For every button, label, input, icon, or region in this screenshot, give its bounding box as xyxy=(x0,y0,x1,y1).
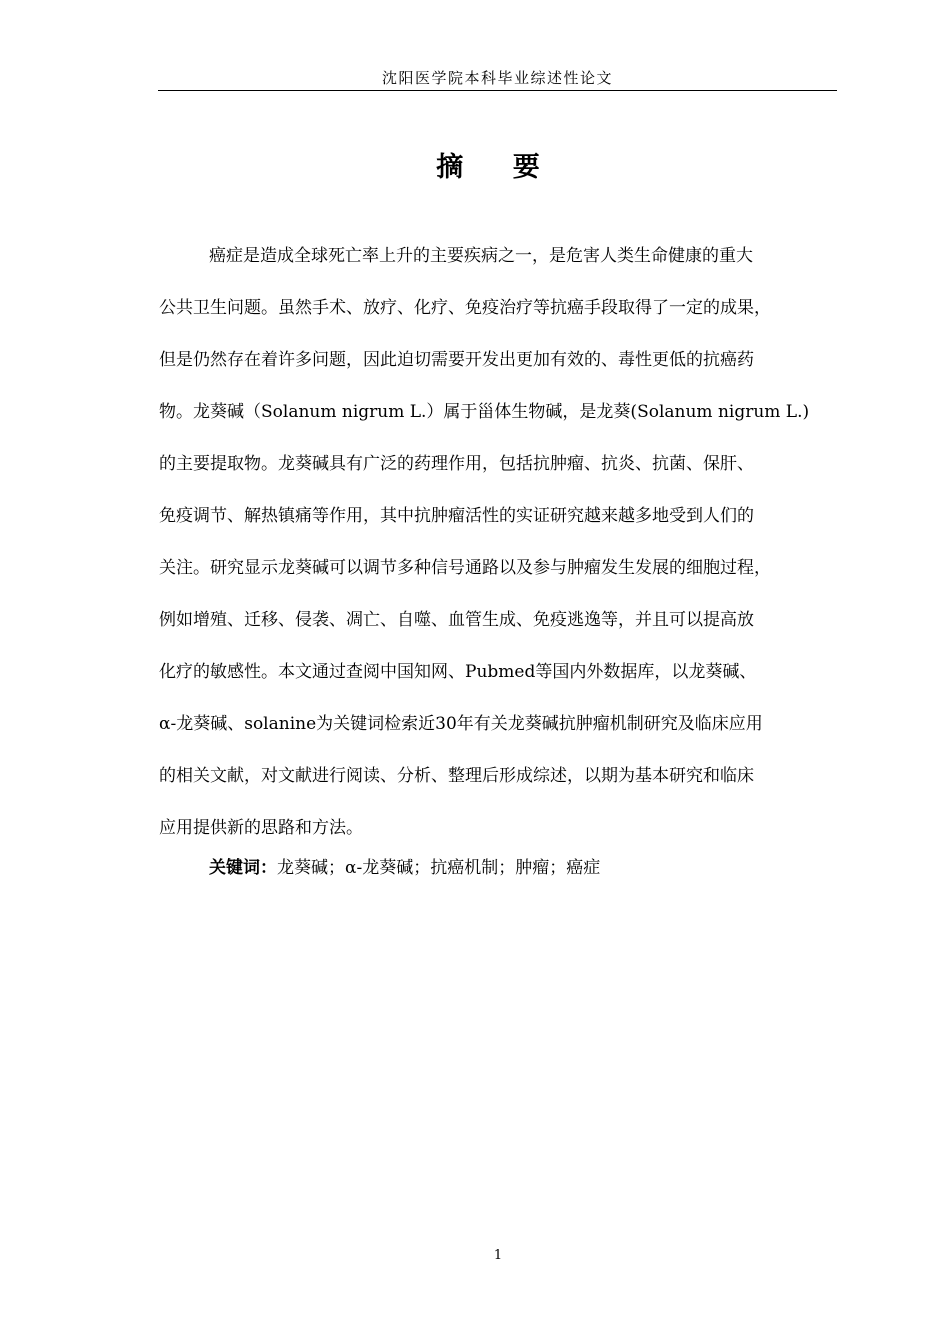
abstract-line: 物。龙葵碱（Solanum nigrum L.）属于甾体生物碱，是龙葵(Solanum nigrum L.) xyxy=(159,402,810,422)
abstract-line: 例如增殖、迁移、侵袭、凋亡、自噬、血管生成、免疫逃逸等，并且可以提高放 xyxy=(159,610,754,630)
abstract-line: 但是仍然存在着许多问题，因此迫切需要开发出更加有效的、毒性更低的抗癌药 xyxy=(159,350,754,370)
abstract-line: 公共卫生问题。虽然手术、放疗、化疗、免疫治疗等抗癌手段取得了一定的成果， xyxy=(159,298,771,318)
keywords xyxy=(209,852,600,884)
page-number: 1 xyxy=(493,1248,503,1263)
abstract-line: 的相关文献，对文献进行阅读、分析、整理后形成综述，以期为基本研究和临床 xyxy=(159,766,754,786)
abstract-line: 免疫调节、解热镇痛等作用，其中抗肿瘤活性的实证研究越来越多地受到人们的 xyxy=(159,506,754,526)
abstract-line: α-龙葵碱、solanine为关键词检索近30年有关龙葵碱抗肿瘤机制研究及临床应用 xyxy=(159,714,763,734)
abstract-line: 关注。研究显示龙葵碱可以调节多种信号通路以及参与肿瘤发生发展的细胞过程， xyxy=(159,558,771,578)
abstract-line: 的主要提取物。龙葵碱具有广泛的药理作用，包括抗肿瘤、抗炎、抗菌、保肝、 xyxy=(159,454,754,474)
abstract-title: 摘 要 xyxy=(436,152,560,183)
abstract-line: 应用提供新的思路和方法。 xyxy=(159,818,363,838)
abstract-line: 癌症是造成全球死亡率上升的主要疾病之一，是危害人类生命健康的重大 xyxy=(209,246,753,266)
abstract-body xyxy=(159,230,849,854)
keywords-value: 龙葵碱；α-龙葵碱；抗癌机制；肿瘤；癌症 xyxy=(277,858,601,878)
abstract-line: 化疗的敏感性。本文通过查阅中国知网、Pubmed等国内外数据库，以龙葵碱、 xyxy=(159,662,757,682)
keywords-label: 关键词： xyxy=(209,858,277,878)
running-header: 沈阳医学院本科毕业综述性论文 xyxy=(158,66,837,91)
